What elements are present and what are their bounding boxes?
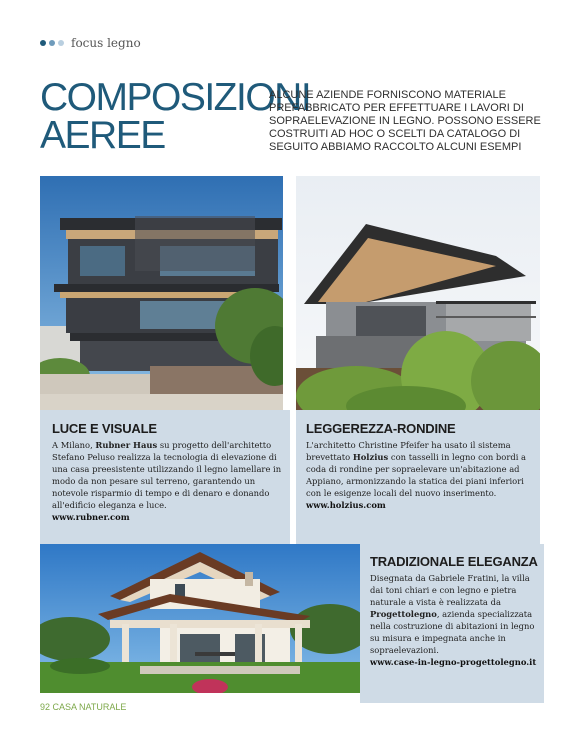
intro-text: ALCUNE AZIENDE FORNISCONO MATERIALE PREFABBRICATO PER EFFETTUARE I LAVORI DI SOPRAELEVAZIONE IN LEGNO. POSSONO ESSERE COSTRUITI AD HOC O SCELTI DA CATALOGO DI SEGUITO ABBIAMO RACCOLTO ALCUNI ESEMPI	[269, 89, 541, 153]
photo-progettolegno-villa	[40, 544, 360, 693]
caption-body: A Milano, Rubner Haus su progetto dell'architetto Stefano Peluso realizza la tecnologia di elevazione di una casa preesistente utilizzando il legno lamellare in modo da non pesare sul terreno, garantendo un notevole risparmio di tempo e di denaro e donando all'edificio eleganza e luce.	[52, 440, 282, 510]
page-number: 92	[40, 702, 51, 712]
section-label: focus legno	[71, 36, 141, 50]
brand-name: Rubner Haus	[95, 440, 158, 450]
caption-link[interactable]: www.case-in-legno-progettolegno.it	[370, 657, 537, 667]
caption-body: Disegnata da Gabriele Fratini, la villa dai toni chiari e con legno e pietra naturale a vista è realizzata da Progettolegno, azienda specializzata nella costruzione di abitazioni in legno su misura e impegnata anche in sopraelevazioni.	[370, 573, 535, 655]
brand-name: Progettolegno	[370, 609, 437, 619]
brand-name: Holzius	[352, 452, 389, 462]
dot-3	[58, 40, 64, 46]
dot-1	[40, 40, 46, 46]
caption-link[interactable]: www.rubner.com	[52, 512, 130, 522]
caption-holzius	[296, 410, 540, 547]
title-line-2: AEREE	[40, 114, 165, 157]
magazine-name: CASA NATURALE	[52, 702, 127, 712]
section-tag	[40, 35, 141, 51]
caption-progettolegno	[360, 544, 544, 703]
caption-body: L'architetto Christine Pfeifer ha usato il sistema brevettato Holzius con tasselli in legno con bordi a coda di rondine per sopraelevare un'abitazione ad Appiano, armonizzando la statica dei piani inferiori con le esigenze locali del nuovo inserimento.	[306, 440, 527, 498]
caption-title: TRADIZIONALE ELEGANZA	[370, 554, 538, 569]
photo-rubner-house	[40, 176, 283, 410]
caption-title: LUCE E VISUALE	[52, 421, 157, 436]
caption-rubner	[40, 410, 290, 547]
page-footer	[40, 702, 126, 712]
photo-holzius-house	[296, 176, 540, 410]
dot-2	[49, 40, 55, 46]
caption-title: LEGGEREZZA-RONDINE	[306, 421, 456, 436]
caption-link[interactable]: www.holzius.com	[306, 500, 386, 510]
title-line-1: COMPOSIZIONI	[40, 76, 311, 119]
